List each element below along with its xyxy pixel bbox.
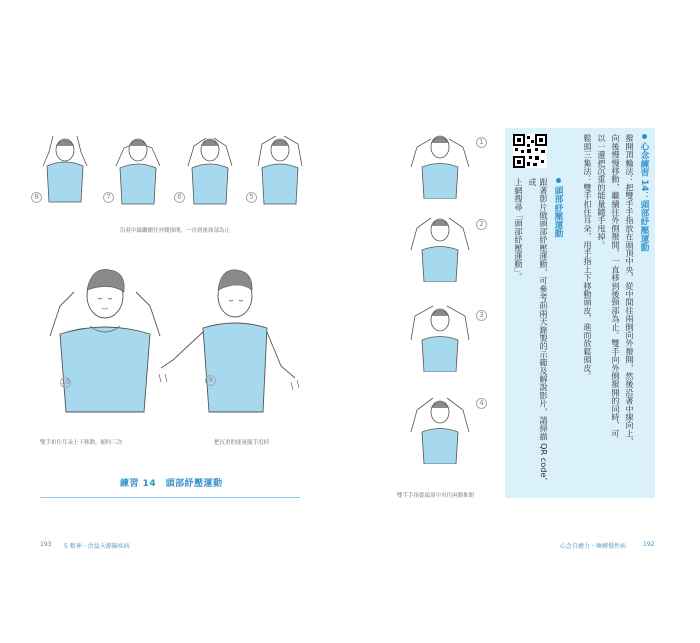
step-number-4: 4	[476, 398, 487, 409]
footer-chapter-right: 心念自癒力・喚轉慢性病	[560, 543, 627, 550]
step-number-9: 9	[205, 375, 216, 386]
panel-sub-heading	[552, 178, 563, 488]
figure-step-2	[405, 210, 475, 282]
caption-step-10: 雙手扣住耳朵上下移動，順時三次	[40, 440, 123, 446]
step-number-1: 1	[476, 137, 487, 148]
figure-step-1	[405, 127, 475, 199]
top-caption: 沿着中線繼續往外側推開，一直到後頸部為止	[120, 228, 231, 234]
figure-step-5	[250, 130, 310, 210]
step-number-7: 7	[103, 192, 114, 203]
caption-step-9: 把沉重的能量隨手甩掉	[214, 440, 270, 446]
step-number-2: 2	[476, 219, 487, 230]
bullet-icon	[556, 178, 561, 183]
panel-heading-text: 心念練習 14：頭部紓壓運動	[639, 142, 649, 252]
info-panel	[505, 128, 655, 498]
footer-chapter-left: 5 精神－治益天源陽疾病	[64, 543, 130, 550]
figure-step-4	[405, 392, 475, 464]
figure-step-10	[40, 262, 170, 422]
panel-sub-body-line-2: 上網搜尋「頭部紓壓運動」。	[514, 178, 524, 281]
panel-body-line-4: 鬆頭三集法：雙手扣住耳朵，用手指上下移動頭皮，進而放鬆頭皮。	[583, 134, 593, 380]
step-number-8: 8	[31, 192, 42, 203]
step-number-5: 5	[246, 192, 257, 203]
figure-step-7	[108, 130, 168, 210]
bullet-icon	[642, 134, 647, 139]
figure-step-9	[155, 262, 305, 422]
bottom-caption: 雙手手指從頭頂中央往兩側推開	[397, 493, 475, 499]
panel-body-line-2: 向後慢慢移動，繼續往外側撥開，一直移到後頸部為止。雙手向外側撥開的同時，可	[611, 134, 621, 438]
panel-sub-body-line-1: 跟著影片做頭部紓壓運動，可參考前兩天錄製的示範及解說影片，請掃描 QR code，或	[528, 178, 549, 486]
footer-page-number-right: 192	[643, 541, 655, 548]
exercise-title: 練習 14 頭部紓壓運動	[120, 479, 223, 489]
panel-body-line-3: 以一邊把沉重的能量隨手甩掉。	[597, 134, 607, 249]
figure-step-3	[405, 300, 475, 372]
figure-step-8	[35, 128, 95, 208]
step-number-3: 3	[476, 310, 487, 321]
panel-heading	[638, 134, 649, 492]
footer-page-number-left: 193	[40, 541, 52, 548]
step-number-10: 10	[61, 378, 70, 386]
title-divider	[40, 497, 300, 498]
step-number-6: 6	[174, 192, 185, 203]
figure-step-6	[180, 130, 240, 210]
panel-body-line-1: 撥開頂輪法：把雙手手指放在頭頂中央，從中間往兩側向外撥開，然後沿著中線向上，	[625, 134, 635, 446]
qr-code-icon[interactable]	[513, 134, 547, 168]
panel-sub-heading-text: 頭部紓壓運動	[553, 186, 563, 238]
